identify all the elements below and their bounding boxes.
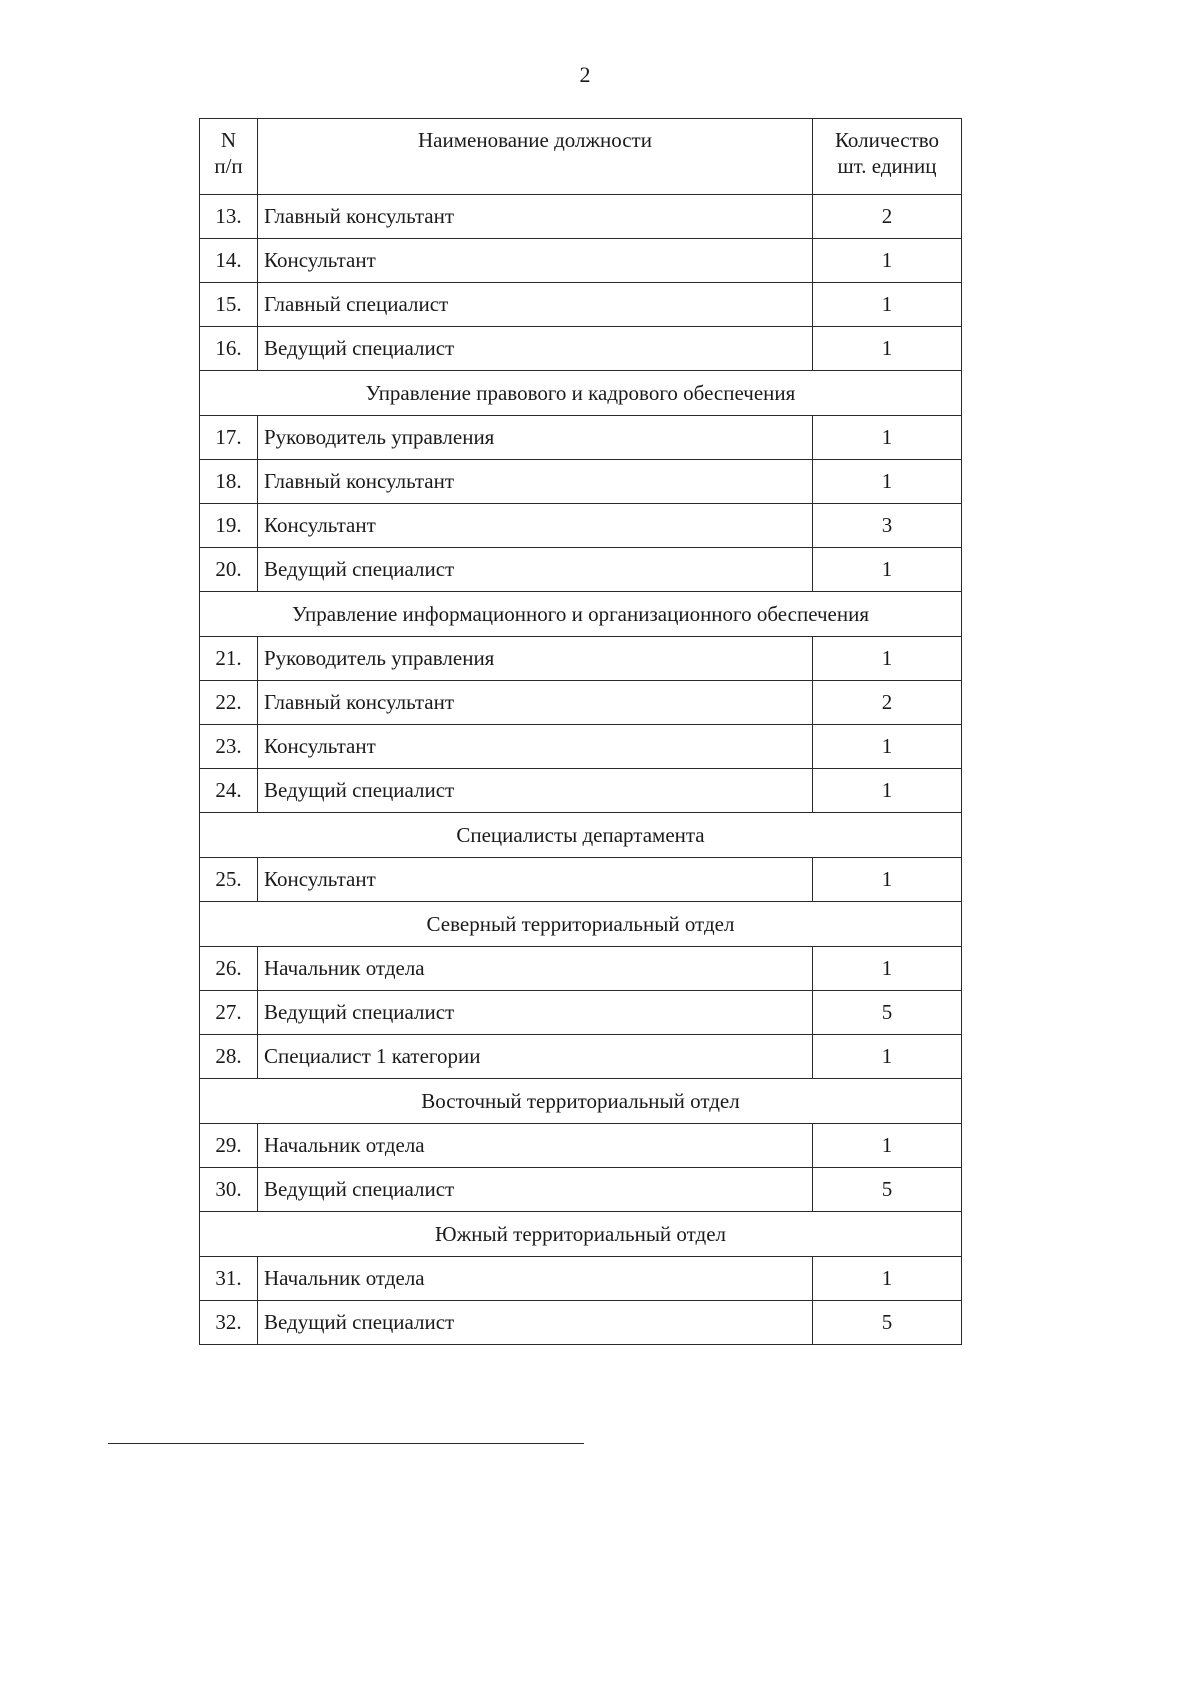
section-title: Северный территориальный отдел (200, 902, 962, 947)
position-name: Главный консультант (258, 460, 813, 504)
row-number: 19. (200, 504, 258, 548)
position-quantity: 1 (813, 1035, 962, 1079)
section-row (200, 371, 962, 416)
table-row (200, 239, 962, 283)
header-num-line2: п/п (214, 154, 243, 178)
row-number: 21. (200, 637, 258, 681)
position-name: Консультант (258, 504, 813, 548)
position-quantity: 1 (813, 858, 962, 902)
position-name: Ведущий специалист (258, 991, 813, 1035)
row-number: 20. (200, 548, 258, 592)
row-number: 24. (200, 769, 258, 813)
position-name: Начальник отдела (258, 1124, 813, 1168)
section-title: Специалисты департамента (200, 813, 962, 858)
section-row (200, 902, 962, 947)
table-row (200, 1257, 962, 1301)
position-quantity: 1 (813, 548, 962, 592)
table-row (200, 195, 962, 239)
table-row (200, 947, 962, 991)
position-quantity: 2 (813, 681, 962, 725)
section-row (200, 592, 962, 637)
position-quantity: 1 (813, 327, 962, 371)
position-name: Специалист 1 категории (258, 1035, 813, 1079)
table-row (200, 416, 962, 460)
position-quantity: 3 (813, 504, 962, 548)
section-row (200, 1079, 962, 1124)
position-name: Ведущий специалист (258, 769, 813, 813)
row-number: 13. (200, 195, 258, 239)
row-number: 25. (200, 858, 258, 902)
table-row (200, 504, 962, 548)
row-number: 18. (200, 460, 258, 504)
position-quantity: 5 (813, 1301, 962, 1345)
position-name: Начальник отдела (258, 947, 813, 991)
row-number: 28. (200, 1035, 258, 1079)
table-row (200, 1301, 962, 1345)
table-row (200, 769, 962, 813)
section-row (200, 813, 962, 858)
table-row (200, 548, 962, 592)
position-name: Ведущий специалист (258, 1301, 813, 1345)
header-qty (813, 119, 962, 195)
row-number: 14. (200, 239, 258, 283)
position-quantity: 1 (813, 1257, 962, 1301)
section-row (200, 1212, 962, 1257)
row-number: 22. (200, 681, 258, 725)
position-quantity: 1 (813, 1124, 962, 1168)
position-name: Начальник отдела (258, 1257, 813, 1301)
table-row (200, 327, 962, 371)
row-number: 31. (200, 1257, 258, 1301)
table-row (200, 1035, 962, 1079)
position-quantity: 2 (813, 195, 962, 239)
table-row (200, 1168, 962, 1212)
position-quantity: 1 (813, 283, 962, 327)
position-name: Главный консультант (258, 681, 813, 725)
header-num-line1: N (220, 128, 237, 152)
header-qty-line1: Количество (834, 128, 940, 152)
row-number: 30. (200, 1168, 258, 1212)
table-row (200, 681, 962, 725)
section-title: Южный территориальный отдел (200, 1212, 962, 1257)
row-number: 29. (200, 1124, 258, 1168)
row-number: 23. (200, 725, 258, 769)
position-name: Главный консультант (258, 195, 813, 239)
table-row (200, 1124, 962, 1168)
position-name: Главный специалист (258, 283, 813, 327)
position-quantity: 1 (813, 947, 962, 991)
table-row (200, 637, 962, 681)
row-number: 27. (200, 991, 258, 1035)
table-header-row (200, 119, 962, 195)
position-quantity: 5 (813, 1168, 962, 1212)
position-name: Ведущий специалист (258, 1168, 813, 1212)
position-name: Консультант (258, 858, 813, 902)
table-row (200, 283, 962, 327)
position-quantity: 1 (813, 637, 962, 681)
position-quantity: 5 (813, 991, 962, 1035)
row-number: 26. (200, 947, 258, 991)
page-number: 2 (579, 62, 591, 87)
position-quantity: 1 (813, 460, 962, 504)
header-num (200, 119, 258, 195)
table-row (200, 725, 962, 769)
row-number: 32. (200, 1301, 258, 1345)
position-name: Руководитель управления (258, 637, 813, 681)
row-number: 17. (200, 416, 258, 460)
position-quantity: 1 (813, 416, 962, 460)
row-number: 15. (200, 283, 258, 327)
table-body (200, 195, 962, 1345)
position-name: Ведущий специалист (258, 327, 813, 371)
position-quantity: 1 (813, 725, 962, 769)
section-title: Восточный территориальный отдел (200, 1079, 962, 1124)
position-quantity: 1 (813, 769, 962, 813)
position-name: Консультант (258, 725, 813, 769)
position-name: Руководитель управления (258, 416, 813, 460)
row-number: 16. (200, 327, 258, 371)
header-name: Наименование должности (258, 119, 813, 195)
section-title: Управление правового и кадрового обеспечения (200, 371, 962, 416)
section-title: Управление информационного и организационного обеспечения (200, 592, 962, 637)
position-name: Консультант (258, 239, 813, 283)
table-row (200, 991, 962, 1035)
table-row (200, 858, 962, 902)
header-qty-line2: шт. единиц (837, 154, 937, 178)
table-row (200, 460, 962, 504)
staff-table (199, 118, 962, 1345)
footnote-separator-line (108, 1443, 584, 1444)
position-quantity: 1 (813, 239, 962, 283)
position-name: Ведущий специалист (258, 548, 813, 592)
